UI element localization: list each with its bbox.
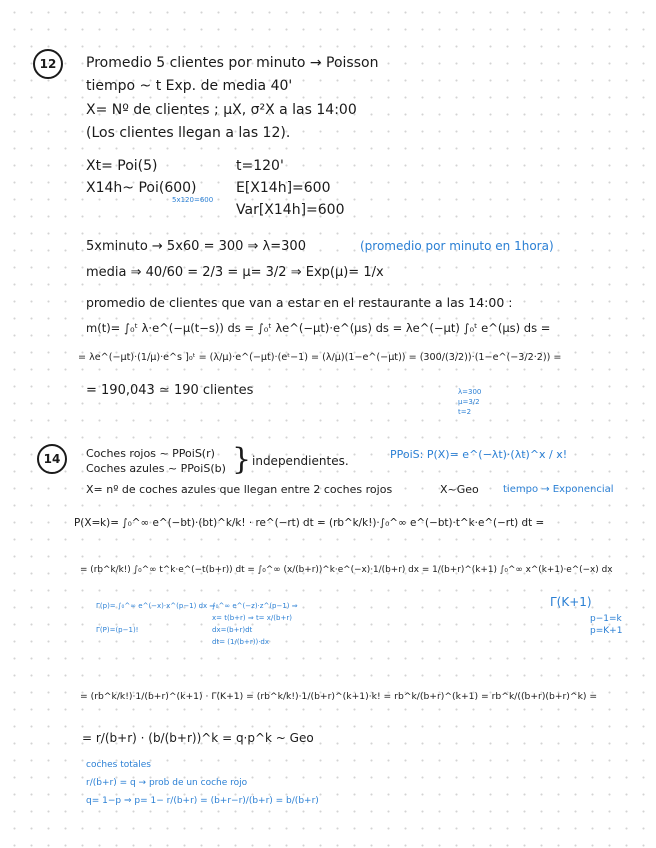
p14-totales: coches totales xyxy=(86,760,151,770)
p12-statement-line1: Promedio 5 clientes por minuto → Poisson xyxy=(86,55,379,71)
p14-gamma-sub2: x= t(b+r) ⇒ t= x/(b+r) xyxy=(212,614,292,622)
p12-m-line: m(t)= ∫₀ᵗ λ·e^(−μ(t−s)) ds = ∫₀ᵗ λe^(−μt)·e^(μs) ds = λe^(−μt) ∫₀ᵗ e^(μs) ds = xyxy=(86,321,551,335)
p14-gamma-k1: Γ(K+1) xyxy=(550,595,592,609)
p14-p-eq-k: p−1=k xyxy=(590,614,622,624)
p12-statement-line4: (Los clientes llegan a las 12). xyxy=(86,125,291,141)
p12-sub-t: t=2 xyxy=(458,408,472,416)
p12-media-line: media ⇒ 40/60 = 2/3 = μ= 3/2 ⇒ Exp(μ)= 1/x xyxy=(86,265,384,280)
p12-promedio-line: promedio de clientes que van a estar en el restaurante a las 14:00 : xyxy=(86,295,513,310)
p14-q-note: r/(b+r) = q → prob de un coche rojo xyxy=(86,778,248,788)
p14-eq4: = r/(b+r) · (b/(b+r))^k = q·p^k ~ Geo xyxy=(82,731,314,745)
p14-independientes: independientes. xyxy=(252,454,349,468)
p14-ppois-def: PPoiS: P(X)= e^(−λt)·(λt)^x / x! xyxy=(390,448,568,461)
p12-expectation: E[X14h]=600 xyxy=(236,180,331,196)
p12-sub-mu: μ=3/2 xyxy=(458,398,480,406)
p12-result: = 190,043 ≃ 190 clientes xyxy=(86,383,254,398)
p14-gamma-sub1: ∫₀^∞ e^(−z)·z^(p−1) ⇒ xyxy=(212,602,298,610)
p12-xt: Xt= Poi(5) xyxy=(86,158,158,174)
p14-azules: Coches azules ~ PPoiS(b) xyxy=(86,462,226,475)
p14-gamma-sub3: dx=(b+r)dt xyxy=(212,626,253,634)
p14-gamma1: Γ(p)= ∫₀^∞ e^(−x)·x^(p−1) dx ⇒ xyxy=(96,602,216,610)
p12-rate-note: (promedio por minuto en 1hora) xyxy=(360,239,554,253)
p12-t120: t=120' xyxy=(236,158,284,174)
p14-rojos: Coches rojos ~ PPoiS(r) xyxy=(86,447,215,460)
p12-sub-lambda: λ=300 xyxy=(458,388,482,396)
p14-eq1: P(X=k)= ∫₀^∞ e^(−bt)·(bt)^k/k! · re^(−rt) dt = (rb^k/k!)·∫₀^∞ e^(−bt)·t^k·e^(−rt) dt = xyxy=(74,517,545,529)
p14-eq3: = (rb^k/k!)·1/(b+r)^(k+1) · Γ(K+1) = (rb^k/k!)·1/(b+r)^(k+1)·k! = rb^k/(b+r)^(k+1) = rb^k/((b+r)(b+r)^k) = xyxy=(80,691,598,702)
p14-x-def: X= nº de coches azules que llegan entre 2 coches rojos xyxy=(86,483,393,496)
p12-rate-line: 5xminuto → 5x60 = 300 ⇒ λ=300 xyxy=(86,239,306,254)
problem-number-12: 12 xyxy=(33,49,63,79)
p14-p-eq-k1: p=K+1 xyxy=(590,626,623,636)
p12-statement-line3: X= Nº de clientes ; μX, σ²X a las 14:00 xyxy=(86,102,357,118)
p14-gamma2: Γ(P)=(p−1)! xyxy=(96,626,139,634)
p14-gamma-sub4: dt= (1/(b+r))·dx xyxy=(212,638,270,646)
p12-second-line: = λe^(−μt)·(1/μ)·e^s ]₀ᵗ = (λ/μ)·e^(−μt)·(eᵗ−1) = (λ/μ)(1−e^(−μt)) = (300/(3/2))·(1−e^(−3/2·2)) = xyxy=(78,352,562,363)
p12-statement-line2: tiempo ~ t Exp. de media 40' xyxy=(86,78,293,94)
p12-variance: Var[X14h]=600 xyxy=(236,202,345,218)
p12-x14-note: 5x120=600 xyxy=(172,196,214,204)
p14-x-geo: X~Geo xyxy=(440,483,479,496)
p14-brace: } xyxy=(232,442,252,477)
p12-x14: X14h~ Poi(600) xyxy=(86,180,197,196)
p14-p-note: q= 1−p ⇒ p= 1− r/(b+r) = (b+r−r)/(b+r) = b/(b+r) xyxy=(86,796,319,806)
problem-number-14: 14 xyxy=(37,444,67,474)
p14-eq2: = (rb^k/k!) ∫₀^∞ t^k·e^(−t(b+r)) dt = ∫₀^∞ (x/(b+r))^k·e^(−x)·1/(b+r) dx = 1/(b+r)^(k+1) ∫₀^∞ x^(k+1)·e^(−x) dx xyxy=(80,565,613,575)
p14-tiempo-exp: tiempo → Exponencial xyxy=(503,484,614,495)
